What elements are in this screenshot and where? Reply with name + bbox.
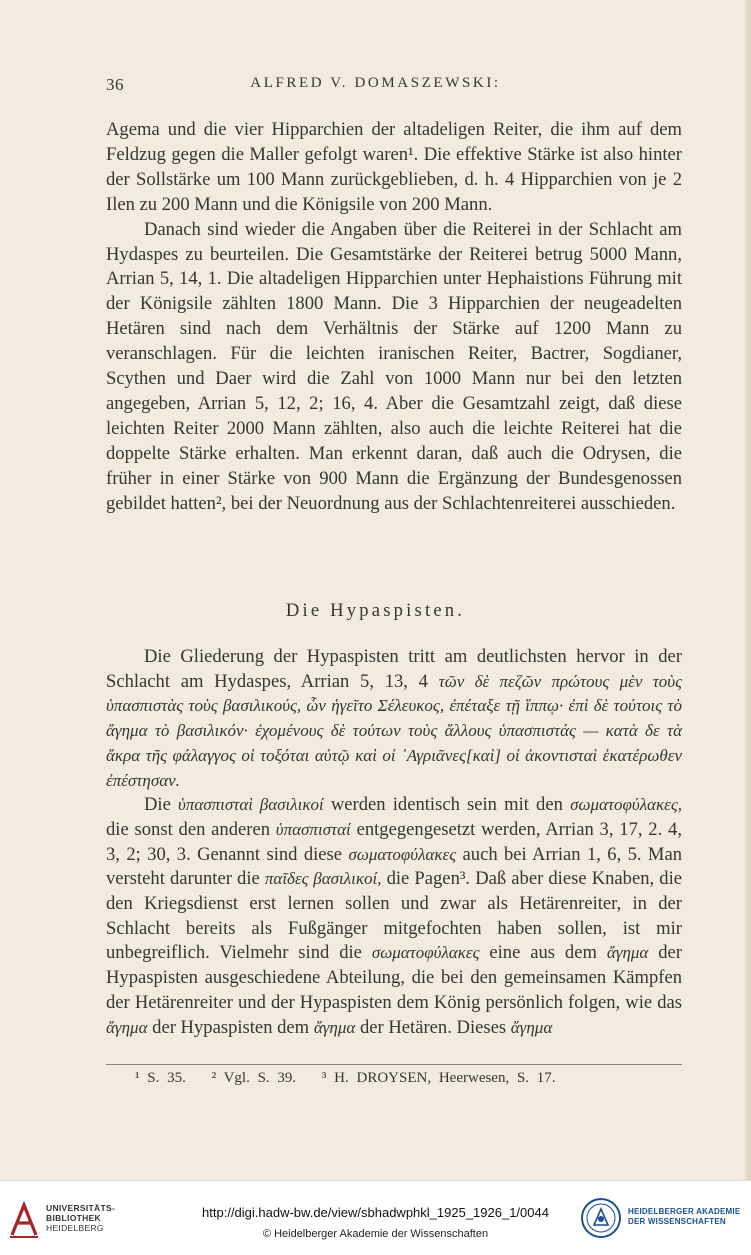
running-title: ALFRED V. DOMASZEWSKI:	[250, 75, 501, 91]
footnote-1: ¹ S. 35.	[135, 1070, 186, 1086]
permalink-url[interactable]: http://digi.hadw-bw.de/view/sbhadwphkl_1925_1926_1/0044	[202, 1205, 549, 1220]
paragraph-1: Agema und die vier Hipparchien der altadeligen Reiter, die ihm auf dem Feldzug gegen die Maller gefolgt waren¹. Die effektive Stärke ist also hinter der Sollstärke um 100 Mann zurückgeblieben, d. h. 4 Hipparchien von je 2 Ilen zu 200 Mann und die Königsile von 200 Mann.	[106, 119, 682, 215]
paragraph-3-intro: Die Gliederung der Hypaspisten tritt am deutlichsten hervor in der Schlacht am Hydaspes, Arrian 5, 13, 4	[106, 646, 682, 692]
greek-term: ἄγημα	[510, 1017, 553, 1037]
text-span: der Hetären. Dieses	[359, 1016, 507, 1038]
greek-term: ἄγημα	[606, 943, 649, 963]
text-span: entgegengesetzt werden, Arrian 3, 17, 2. 4, 3, 2; 30, 3. Genannt sind diese	[106, 818, 682, 865]
text-span: eine aus dem	[489, 942, 597, 964]
text-span: der Hypaspisten ausgeschiedene Abteilung, die bei den gemeinsamen Kämpfen der Hetärenreiter und der Hypaspisten dem König persönlich folgen, wie das	[106, 942, 682, 1013]
logo-line: HEIDELBERG	[46, 1223, 104, 1233]
text-span: die sonst den anderen	[106, 818, 270, 840]
greek-term: ὑπασπισταί	[275, 819, 351, 839]
logo-line: HEIDELBERGER AKADEMIE	[628, 1207, 741, 1216]
greek-term: ὑπασπισταὶ βασιλικοί	[178, 795, 324, 815]
section-title: Die Hypaspisten.	[285, 600, 466, 621]
greek-term: παῖδες βασιλικοί,	[264, 869, 382, 889]
page-edge	[745, 0, 751, 1180]
footnote-2: ² Vgl. S. 39.	[211, 1070, 297, 1086]
greek-term: σωματοφύλακες	[348, 844, 457, 864]
academy-seal-icon[interactable]	[580, 1197, 622, 1239]
viewer-footer	[0, 1180, 751, 1255]
academy-label	[628, 1207, 740, 1227]
text-span: die Pagen³. Daß aber diese Knaben, die den Kriegsdienst erst lernen sollen und zwar als Hetärenreiter, in der Schlacht bereits als Fußgänger mitgefochten haben sollen, ist mir unbegreiflich. Vielmehr sind die	[106, 868, 682, 964]
logo-line: UNIVERSITÄTS-	[46, 1203, 116, 1213]
paragraph-3	[106, 645, 682, 793]
footnotes	[135, 1070, 574, 1087]
paragraph-4	[106, 793, 682, 1040]
text-span: der Hypaspisten dem	[152, 1016, 310, 1038]
greek-term: σωματοφύλακες	[371, 943, 480, 963]
greek-term: ἄγημα	[106, 1017, 148, 1037]
greek-quote: τῶν δὲ πεζῶν πρώτους μὲν τοὺς ὑπασπιστὰς τοὺς βασιλικούς, ὧν ἡγεῖτο Σέλευκος, ἐπέταξε τῇ ἵππῳ· ἐπὶ δὲ τούτοις τὸ ἄγημα τὸ βασιλικόν· ἐχομένους δὲ τούτων τοὺς ἄλλους ὑπασπιστάς — κατὰ δε τὰ ἄκρα τῆς φάλαγγος οἱ τοξόται αὐτῷ καὶ οἱ ᾿Αγριᾶνες[καὶ] οἱ ἀκοντισταὶ ἑκατέρωθεν ἐπέστησαν.	[106, 671, 683, 790]
page-number: 36	[106, 75, 124, 94]
footnote-3: ³ H. DROYSEN, Heerwesen, S. 17.	[321, 1070, 556, 1086]
text-span: werden identisch sein mit den	[330, 794, 563, 816]
footnote-divider	[106, 1064, 682, 1065]
body-section-2	[106, 645, 682, 1040]
logo-line: DER WISSENSCHAFTEN	[628, 1217, 726, 1226]
greek-term: ἄγημα	[313, 1017, 356, 1037]
logo-line: BIBLIOTHEK	[46, 1213, 101, 1223]
paragraph-2: Danach sind wieder die Angaben über die Reiterei in der Schlacht am Hydaspes zu beurteilen. Die Gesamtstärke der Reiterei betrug 5000 Mann, Arrian 5, 14, 1. Die altadeligen Hipparchien unter Hephaistions Führung mit der Königsile zählten 1800 Mann. Die 3 Hipparchien der neugeadelten Hetären sind nach dem Verhältnis der Stärke auf 1200 Mann zu veranschlagen. Für die leichten iranischen Reiter, Bactrer, Sogdianer, Scythen und Daer wird die Zahl von 1000 Mann nur bei den letzten angegeben, Arrian 5, 12, 2; 16, 4. Aber die Gesamtzahl zeigt, daß diese leichten Reiter 2000 Mann zählten, also auch die leichte Reiterei hat die doppelte Stärke erhalten. Man erkennt daran, daß auch die Odrysen, die früher in einer Stärke von 900 Mann die Ergänzung der Bundesgenossen gebildet hatten², bei der Neuordnung aus der Schlachtenreiterei ausschieden.	[106, 218, 682, 514]
copyright-notice: © Heidelberger Akademie der Wissenschaften	[262, 1228, 489, 1240]
text-span: Die	[144, 794, 171, 816]
greek-term: σωματοφύλακες,	[570, 795, 682, 815]
body-section-1	[106, 118, 682, 517]
text-span: auch bei Arrian 1, 6, 5. Man versteht darunter die	[106, 843, 683, 890]
